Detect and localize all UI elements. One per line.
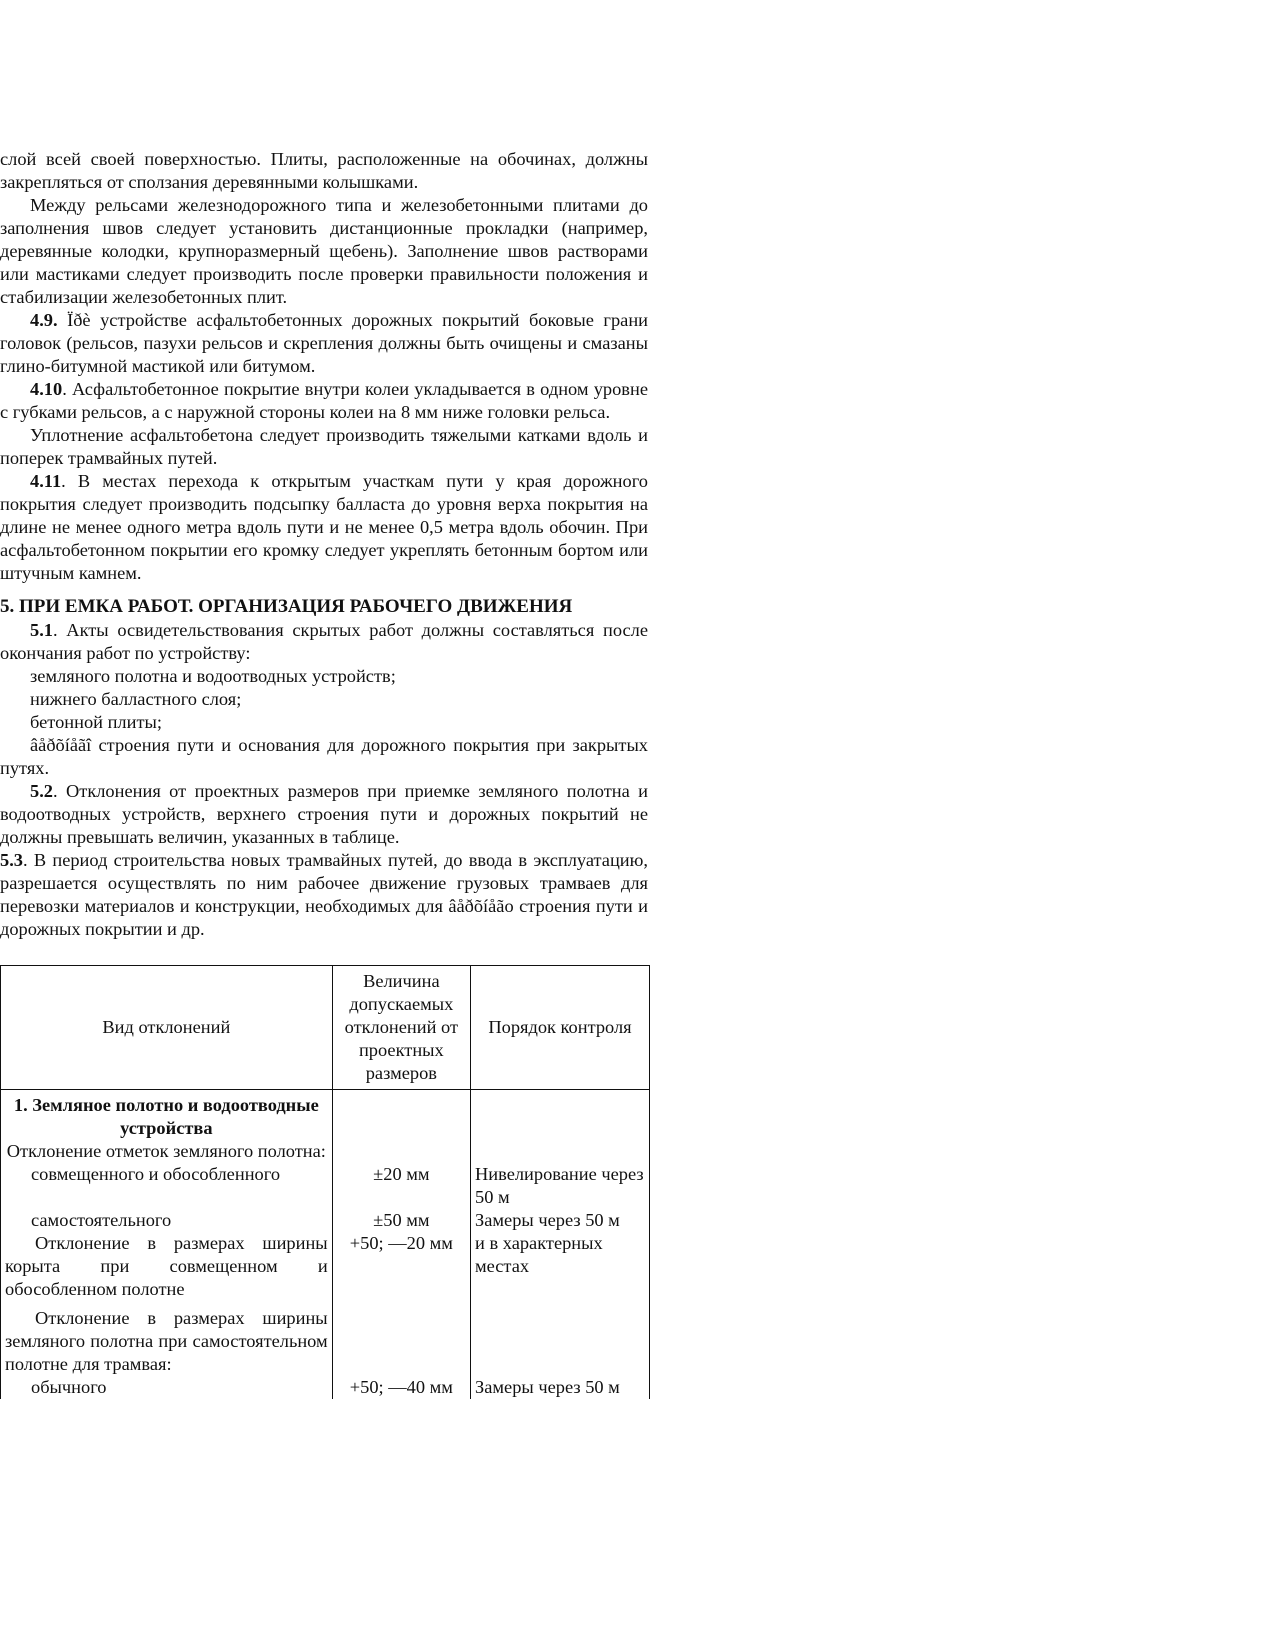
- paragraph-5-2: [0, 780, 648, 849]
- clause-text: . В период строительства новых трамвайных путей, до ввода в эксплуатацию, разрешается осуществлять по ним рабочее движение грузовых трамваев для перевозки материалов и конструкции, необходимых для âåðõíåão строения пути и дорожных покрытии и др.: [0, 850, 648, 939]
- list-item: нижнего балластного слоя;: [30, 689, 242, 709]
- paragraph: слой всей своей поверхностью. Плиты, расположенные на обочинах, должны закрепляться от сползания деревянными колышками.: [0, 149, 648, 192]
- table-row: [1, 1090, 650, 1164]
- table-cell: Замеры через 50 м: [471, 1209, 650, 1232]
- table-cell: и в характерных местах: [471, 1232, 650, 1301]
- list-item: бетонной плиты;: [30, 712, 162, 732]
- clause-text: . Акты освидетельствования скрытых работ должны составляться после окончания работ по устройству:: [0, 620, 648, 663]
- column-header: Вид отклонений: [1, 966, 333, 1090]
- clause-number: 4.9.: [30, 310, 58, 330]
- paragraph: Между рельсами железнодорожного типа и железобетонными плитами до заполнения швов следует установить дистанционные прокладки (например, деревянные колодки, крупноразмерный щебень). Заполнение швов растворами или мастиками следует производить после проверки правильности положения и стабилизации железобетонных плит.: [0, 195, 648, 307]
- table-cell: Отклонение в размерах ширины корыта при совмещенном и обособленном полотне: [1, 1232, 333, 1301]
- table-cell: [332, 1090, 470, 1164]
- paragraph-5-3: [0, 849, 648, 941]
- column-header: Величина допускаемых отклонений от проектных размеров: [332, 966, 470, 1090]
- clause-number: 5.3: [0, 850, 23, 870]
- table-cell: самостоятельного: [1, 1209, 333, 1232]
- clause-number: 5.1: [30, 620, 53, 640]
- clause-text: . В местах перехода к открытым участкам пути у края дорожного покрытия следует производить подсыпку балласта до уровня верха покрытия на длине не менее одного метра вдоль пути и не менее 0,5 метра вдоль обочин. При асфальтобетонном покрытии его кромку следует укреплять бетонным бортом или штучным камнем.: [0, 471, 648, 583]
- paragraph-4-10: [0, 378, 648, 424]
- table-cell: Нивелирование через 50 м: [471, 1163, 650, 1209]
- table-cell: [471, 1090, 650, 1164]
- table-cell: [332, 1301, 470, 1376]
- table-cell: +50; —20 мм: [332, 1232, 470, 1301]
- clause-number: 4.11: [30, 471, 62, 491]
- paragraph-5-1: [0, 619, 648, 665]
- paragraph-4-11: [0, 470, 648, 585]
- clause-number: 5.2: [30, 781, 53, 801]
- table-cell: ±50 мм: [332, 1209, 470, 1232]
- table-section-subtitle: Отклонение отметок земляного полотна:: [6, 1141, 326, 1161]
- clause-text: . Асфальтобетонное покрытие внутри колеи укладывается в одном уровне с губками рельсов, а с наружной стороны колеи на 8 мм ниже головки рельса.: [0, 379, 648, 422]
- list-item: земляного полотна и водоотводных устройств;: [30, 666, 396, 686]
- section-heading: 5. ПРИ ЕМКА РАБОТ. ОРГАНИЗАЦИЯ РАБОЧЕГО ДВИЖЕНИЯ: [0, 596, 573, 617]
- column-header: Порядок контроля: [471, 966, 650, 1090]
- table-cell: [1, 1090, 333, 1164]
- table-cell: Замеры через 50 м: [471, 1376, 650, 1399]
- table-row: [1, 1232, 650, 1301]
- table-row: [1, 1301, 650, 1376]
- table-cell: ±20 мм: [332, 1163, 470, 1209]
- paragraph-4-9: [0, 309, 648, 378]
- table-cell: совмещенного и обособленного: [1, 1163, 333, 1209]
- table-row: [1, 1209, 650, 1232]
- table-header-row: [1, 966, 650, 1090]
- table-row: [1, 1376, 650, 1399]
- clause-number: 4.10: [30, 379, 63, 399]
- paragraph: Уплотнение асфальтобетона следует производить тяжелыми катками вдоль и поперек трамвайных путей.: [0, 425, 648, 468]
- deviations-table: [0, 965, 650, 1399]
- table-cell: Отклонение в размерах ширины земляного полотна при самостоятельном полотне для трамвая:: [1, 1301, 333, 1376]
- table-cell: [471, 1301, 650, 1376]
- paragraph: âåðõíåãî строения пути и основания для дорожного покрытия при закрытых путях.: [0, 735, 648, 778]
- clause-text: Ïðè устройстве асфальтобетонных дорожных покрытий боковые грани головок (рельсов, пазухи рельсов и скрепления должны быть очищены и смазаны глино-битумной мастикой или битумом.: [0, 310, 648, 376]
- table-section-title: 1. Земляное полотно и водоотводные устройства: [13, 1095, 319, 1138]
- clause-text: . Отклонения от проектных размеров при приемке земляного полотна и водоотводных устройств, верхнего строения пути и дорожных покрытий не должны превышать величин, указанных в таблице.: [0, 781, 648, 847]
- table-cell: обычного: [1, 1376, 333, 1399]
- document-page: [0, 148, 648, 1399]
- table-cell: +50; —40 мм: [332, 1376, 470, 1399]
- table-row: [1, 1163, 650, 1209]
